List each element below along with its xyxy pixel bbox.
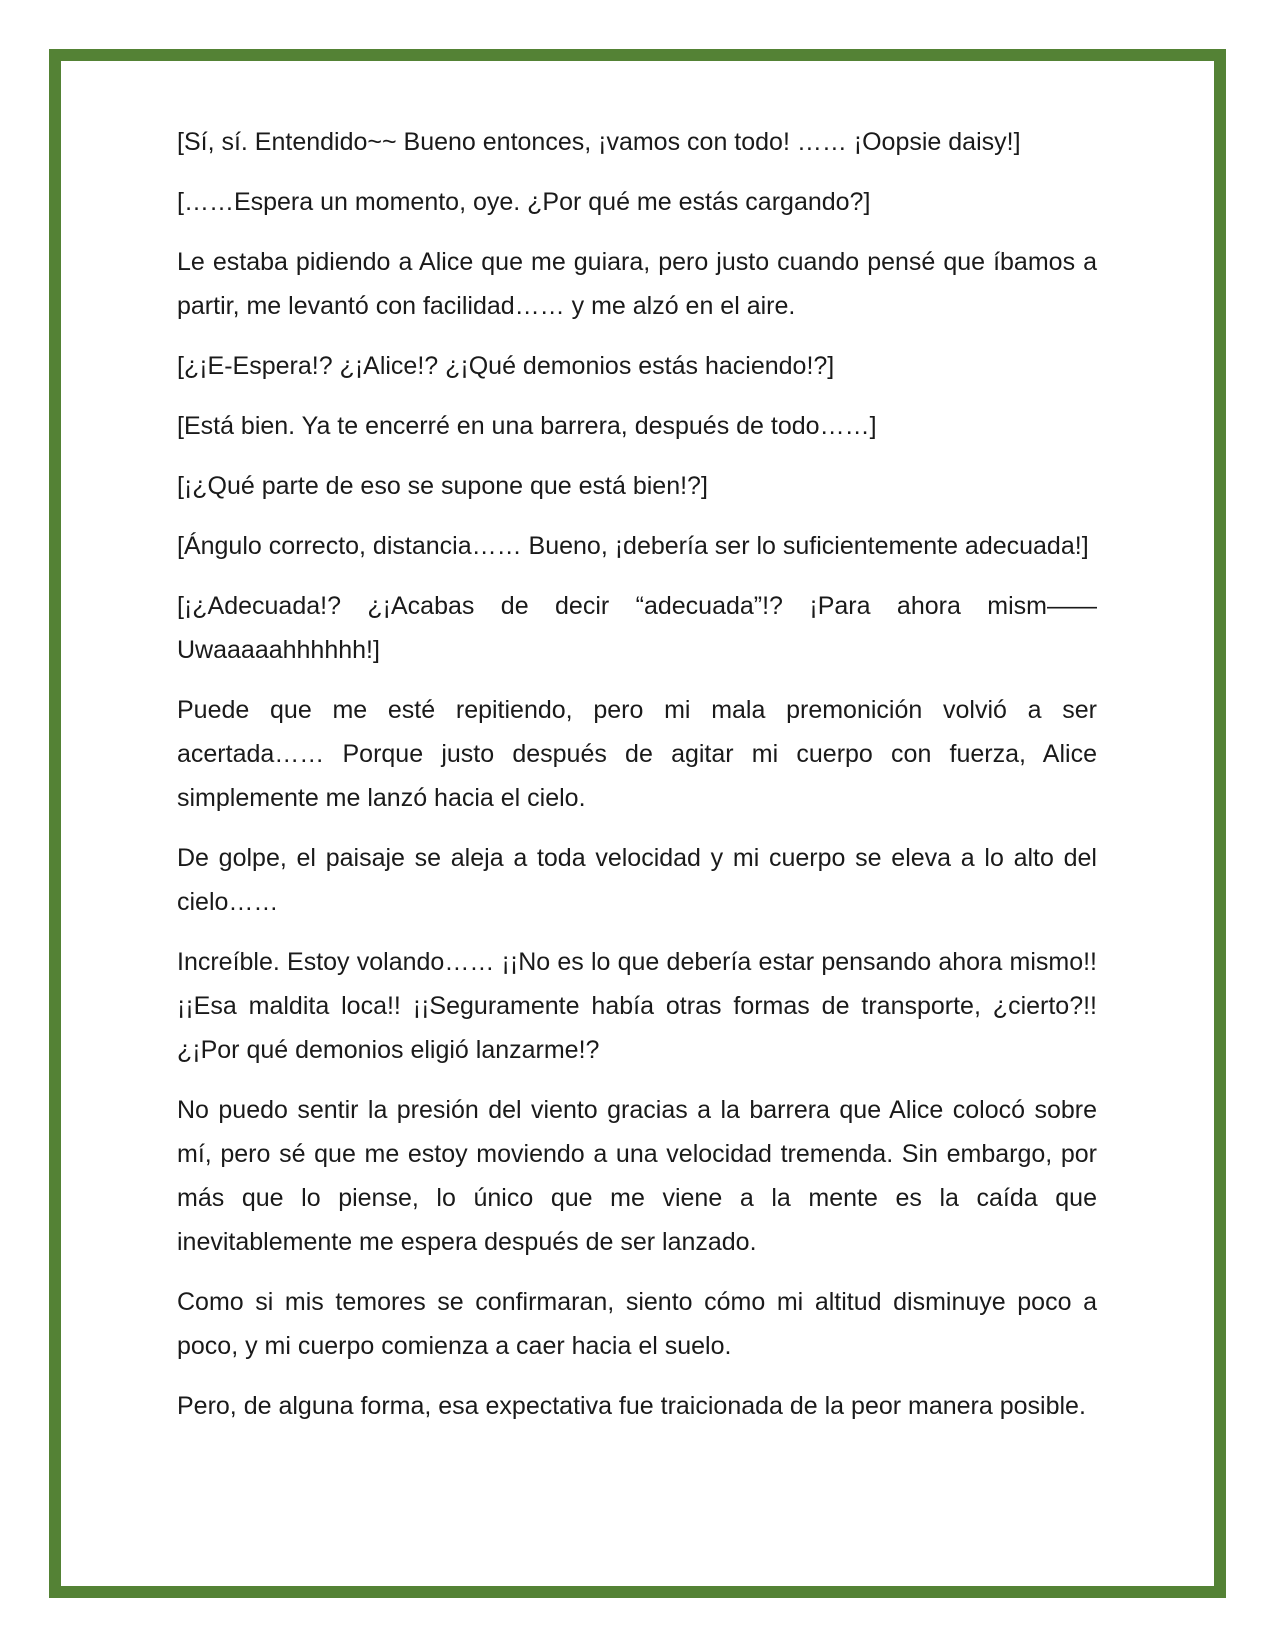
paragraph: Como si mis temores se confirmaran, siento cómo mi altitud disminuye poco a poco, y mi cuerpo comienza a caer hacia el suelo.: [177, 1288, 1097, 1360]
paragraph: [……Espera un momento, oye. ¿Por qué me estás cargando?]: [177, 188, 871, 216]
paragraph: De golpe, el paisaje se aleja a toda velocidad y mi cuerpo se eleva a lo alto del cielo……: [177, 844, 1097, 916]
paragraph: [¡¿Qué parte de eso se supone que está bien!?]: [177, 472, 708, 500]
paragraph: [Ángulo correcto, distancia…… Bueno, ¡debería ser lo suficientemente adecuada!]: [177, 532, 1089, 560]
paragraph: Increíble. Estoy volando…… ¡¡No es lo que debería estar pensando ahora mismo!! ¡¡Esa maldita loca!! ¡¡Seguramente había otras formas de transporte, ¿cierto?!! ¿¡Por qué demonios eligió lanzarme!?: [177, 948, 1097, 1064]
paragraph: No puedo sentir la presión del viento gracias a la barrera que Alice colocó sobre mí, pero sé que me estoy moviendo a una velocidad tremenda. Sin embargo, por más que lo piense, lo único que me viene a la mente es la caída que inevitablemente me espera después de ser lanzado.: [177, 1096, 1097, 1256]
paragraph: [¡¿Adecuada!? ¿¡Acabas de decir “adecuada”!? ¡Para ahora mism——Uwaaaaahhhhhh!]: [177, 592, 1097, 664]
paragraph: Le estaba pidiendo a Alice que me guiara, pero justo cuando pensé que íbamos a partir, me levantó con facilidad…… y me alzó en el aire.: [177, 248, 1097, 320]
paragraph: Pero, de alguna forma, esa expectativa fue traicionada de la peor manera posible.: [177, 1392, 1086, 1420]
paragraph: Puede que me esté repitiendo, pero mi mala premonición volvió a ser acertada…… Porque justo después de agitar mi cuerpo con fuerza, Alice simplemente me lanzó hacia el cielo.: [177, 696, 1097, 812]
paragraph: [Sí, sí. Entendido~~ Bueno entonces, ¡vamos con todo! …… ¡Oopsie daisy!]: [177, 128, 1021, 156]
paragraph: [Está bien. Ya te encerré en una barrera, después de todo……]: [177, 412, 877, 440]
paragraph: [¿¡E-Espera!? ¿¡Alice!? ¿¡Qué demonios estás haciendo!?]: [177, 352, 835, 380]
document-body: [177, 120, 1097, 1444]
